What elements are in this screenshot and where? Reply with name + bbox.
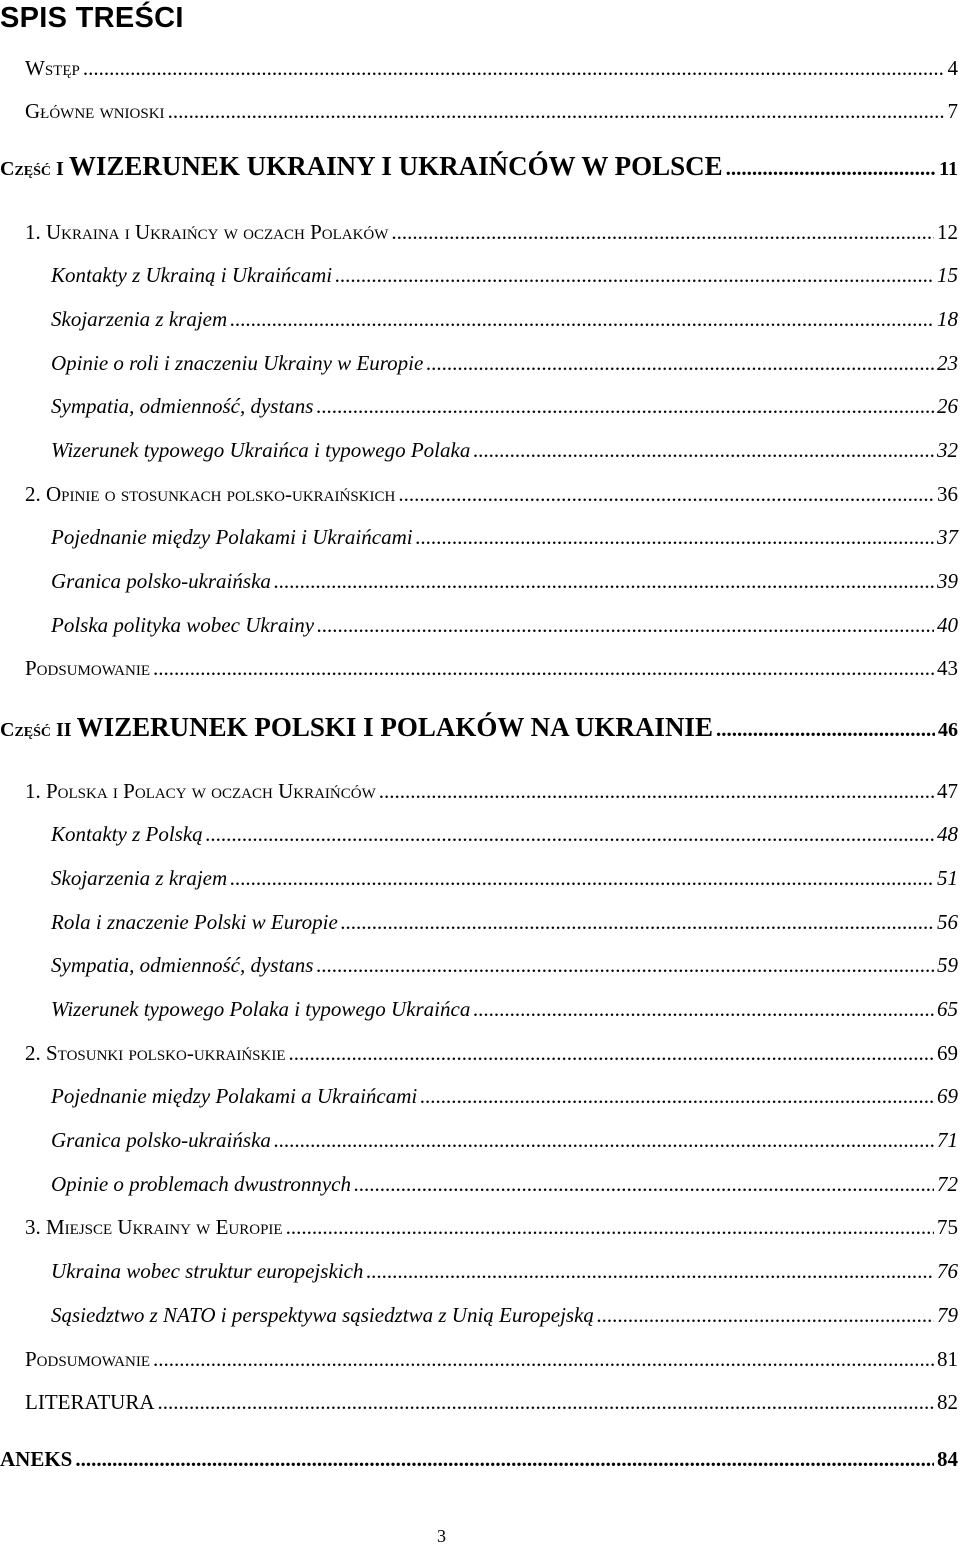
- page-title: SPIS TREŚCI: [0, 2, 184, 34]
- toc-entry-page: 43: [937, 656, 958, 680]
- toc-entry-label: Granica polsko-ukraińska: [51, 1128, 271, 1152]
- toc-entry-page: 69: [937, 1041, 958, 1065]
- toc-entry-page: 69: [937, 1084, 958, 1108]
- toc-leader-dots: [726, 156, 936, 181]
- toc-entry[interactable]: [25, 99, 958, 124]
- toc-entry-label: Granica polsko-ukraińska: [51, 569, 271, 593]
- toc-entry[interactable]: [51, 822, 958, 847]
- toc-entry[interactable]: [51, 1084, 958, 1109]
- toc-entry-page: 11: [939, 158, 958, 180]
- toc-entry-label: Kontakty z Ukrainą i Ukraińcami: [51, 263, 333, 287]
- toc-leader-dots: [473, 438, 934, 463]
- toc-entry-label: ANEKS: [0, 1447, 73, 1471]
- toc-entry[interactable]: [25, 1390, 958, 1415]
- toc-entry[interactable]: [51, 866, 958, 891]
- toc-leader-dots: [230, 307, 934, 332]
- toc-entry-label: Podsumowanie: [25, 1347, 151, 1371]
- toc-entry-page: 4: [947, 56, 958, 80]
- toc-entry-label: Sympatia, odmienność, dystans: [51, 394, 314, 418]
- toc-entry-label: Główne wnioski: [25, 99, 165, 123]
- toc-entry[interactable]: [51, 997, 958, 1022]
- toc-leader-dots: [366, 1259, 934, 1284]
- toc-entry-label: Rola i znaczenie Polski w Europie: [51, 910, 338, 934]
- toc-entry[interactable]: [51, 569, 958, 594]
- toc-leader-dots: [153, 656, 934, 681]
- toc-entry-label: Wizerunek typowego Ukraińca i typowego Polaka: [51, 438, 471, 462]
- toc-entry[interactable]: [51, 1303, 958, 1328]
- toc-leader-dots: [416, 525, 934, 550]
- toc-entry-page: 15: [937, 263, 958, 287]
- toc-entry[interactable]: [25, 56, 958, 81]
- toc-entry[interactable]: [51, 525, 958, 550]
- toc-entry-label: Opinie o problemach dwustronnych: [51, 1172, 351, 1196]
- toc-entry-label: Pojednanie między Polakami a Ukraińcami: [51, 1084, 418, 1108]
- toc-entry-page: 18: [937, 307, 958, 331]
- toc-leader-dots: [289, 1041, 935, 1066]
- toc-leader-dots: [316, 953, 934, 978]
- toc-entry-page: 40: [937, 613, 958, 637]
- toc-leader-dots: [379, 779, 934, 804]
- toc-entry-page: 47: [937, 779, 958, 803]
- toc-entry-label: 2. Stosunki polsko-ukraińskie: [25, 1041, 286, 1065]
- toc-entry-label: Podsumowanie: [25, 656, 151, 680]
- toc-leader-dots: [206, 822, 934, 847]
- toc-entry-label: [0, 712, 713, 743]
- toc-leader-dots: [316, 394, 934, 419]
- toc-entry-label: Wizerunek typowego Polaka i typowego Ukraińca: [51, 997, 471, 1021]
- toc-leader-dots: [158, 1390, 935, 1415]
- toc-entry[interactable]: [51, 953, 958, 978]
- toc-leader-dots: [286, 1215, 934, 1240]
- toc-entry-label: Ukraina wobec struktur europejskich: [51, 1259, 364, 1283]
- toc-entry-page: 32: [937, 438, 958, 462]
- toc-entry-label: Polska polityka wobec Ukrainy: [51, 613, 315, 637]
- toc-entry[interactable]: [25, 1215, 958, 1240]
- toc-entry[interactable]: [51, 613, 958, 638]
- toc-entry-part[interactable]: [0, 712, 958, 743]
- toc-entry-label: 1. Polska i Polacy w oczach Ukraińców: [25, 779, 376, 803]
- toc-leader-dots: [274, 1128, 934, 1153]
- toc-leader-dots: [398, 482, 934, 507]
- toc-entry-label: Kontakty z Polską: [51, 822, 203, 846]
- toc-entry-label: Wstęp: [25, 56, 80, 80]
- part-title: WIZERUNEK POLSKI I POLAKÓW NA UKRAINIE: [76, 712, 713, 742]
- toc-leader-dots: [83, 56, 945, 81]
- toc-entry-page: 79: [937, 1303, 958, 1327]
- toc-entry-label: Skojarzenia z krajem: [51, 866, 228, 890]
- toc-entry[interactable]: [25, 1347, 958, 1372]
- toc-entry-page: 12: [937, 220, 958, 244]
- toc-entry[interactable]: [51, 307, 958, 332]
- toc-entry-page: 59: [937, 953, 958, 977]
- toc-entry-label: Pojednanie między Polakami i Ukraińcami: [51, 525, 413, 549]
- toc-entry-label: LITERATURA: [25, 1390, 155, 1414]
- toc-leader-dots: [426, 351, 934, 376]
- toc-leader-dots: [473, 997, 934, 1022]
- toc-entry[interactable]: [51, 1259, 958, 1284]
- toc-leader-dots: [597, 1303, 934, 1328]
- toc-entry-page: 7: [947, 99, 958, 123]
- toc-entry-page: 71: [937, 1128, 958, 1152]
- toc-entry-label: Opinie o roli i znaczeniu Ukrainy w Europie: [51, 351, 424, 375]
- toc-leader-dots: [168, 99, 945, 124]
- toc-entry[interactable]: [25, 656, 958, 681]
- toc-entry-page: 37: [937, 525, 958, 549]
- toc-entry-label: [0, 151, 723, 182]
- toc-entry-page: 75: [937, 1215, 958, 1239]
- toc-entry-page: 36: [937, 482, 958, 506]
- toc-entry-page: 81: [937, 1347, 958, 1371]
- toc-entry-page: 23: [937, 351, 958, 375]
- toc-entry-page: 84: [937, 1447, 958, 1471]
- toc-entry[interactable]: [51, 351, 958, 376]
- toc-entry-part[interactable]: [0, 151, 958, 182]
- toc-leader-dots: [153, 1347, 934, 1372]
- toc-entry-page: 65: [937, 997, 958, 1021]
- toc-leader-dots: [420, 1084, 934, 1109]
- toc-entry-label: 1. Ukraina i Ukraińcy w oczach Polaków: [25, 220, 389, 244]
- toc-entry-page: 76: [937, 1259, 958, 1283]
- toc-entry[interactable]: [51, 1172, 958, 1197]
- toc-entry-label: 3. Miejsce Ukrainy w Europie: [25, 1215, 283, 1239]
- toc-entry-page: 39: [937, 569, 958, 593]
- toc-entry-page: 26: [937, 394, 958, 418]
- toc-leader-dots: [274, 569, 934, 594]
- page-number: 3: [437, 1526, 446, 1546]
- toc-entry[interactable]: [51, 1128, 958, 1153]
- toc-leader-dots: [75, 1447, 934, 1472]
- toc-entry-label: Sympatia, odmienność, dystans: [51, 953, 314, 977]
- toc-entry-page: 46: [938, 719, 958, 741]
- toc-entry[interactable]: [25, 482, 958, 507]
- toc-entry[interactable]: [51, 438, 958, 463]
- toc-entry[interactable]: [25, 779, 958, 804]
- toc-entry[interactable]: [0, 1447, 958, 1472]
- toc-entry[interactable]: [25, 220, 958, 245]
- toc-entry-label: Sąsiedztwo z NATO i perspektywa sąsiedztwa z Unią Europejską: [51, 1303, 594, 1327]
- toc-leader-dots: [354, 1172, 934, 1197]
- toc-entry[interactable]: [51, 263, 958, 288]
- toc-entry[interactable]: [51, 394, 958, 419]
- toc-entry-page: 82: [937, 1390, 958, 1414]
- toc-entry[interactable]: [51, 910, 958, 935]
- toc-leader-dots: [317, 613, 934, 638]
- toc-leader-dots: [391, 220, 934, 245]
- toc-leader-dots: [341, 910, 934, 935]
- toc-entry-page: 48: [937, 822, 958, 846]
- toc-leader-dots: [335, 263, 934, 288]
- toc-entry-page: 51: [937, 866, 958, 890]
- part-prefix: Część II: [0, 719, 77, 741]
- toc-entry-page: 56: [937, 910, 958, 934]
- toc-leader-dots: [716, 717, 935, 742]
- part-prefix: Część I: [0, 158, 69, 180]
- part-title: WIZERUNEK UKRAINY I UKRAIŃCÓW W POLSCE: [68, 151, 723, 181]
- toc-entry-page: 72: [937, 1172, 958, 1196]
- toc-leader-dots: [230, 866, 934, 891]
- toc-entry-label: Skojarzenia z krajem: [51, 307, 228, 331]
- toc-entry[interactable]: [25, 1041, 958, 1066]
- toc-entry-label: 2. Opinie o stosunkach polsko-ukraińskich: [25, 482, 396, 506]
